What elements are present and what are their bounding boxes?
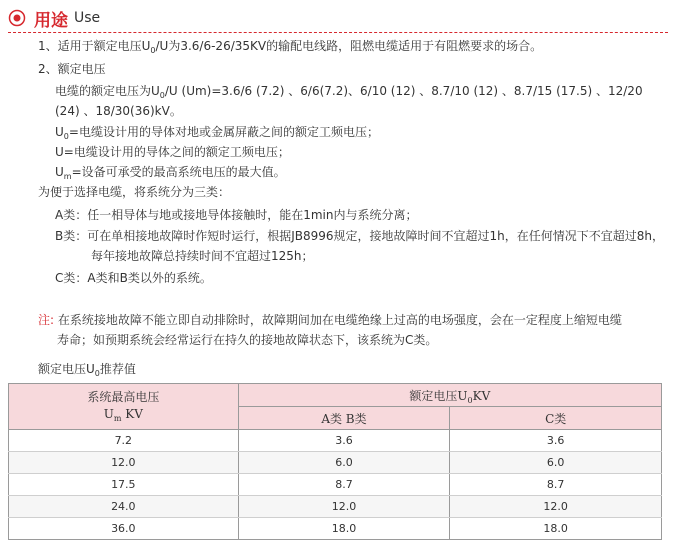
note-line-1: 注: 在系统接地故障不能立即自动排除时，故障期间加在电缆绝缘上过高的电场强度，会在一定程度上缩短电缆 xyxy=(38,313,622,327)
table-cell: 8.7 xyxy=(238,474,450,496)
table-cell: 8.7 xyxy=(450,474,662,496)
table-cell: 17.5 xyxy=(9,474,239,496)
line-rated-voltage-cont: (24) 、18/30(36)kV。 xyxy=(55,104,182,118)
table-cell: 6.0 xyxy=(238,452,450,474)
table-row xyxy=(9,430,662,452)
table-cell: 12.0 xyxy=(450,496,662,518)
line-class-a: A类：任一相导体与地或接地导体接触时，能在1min内与系统分离； xyxy=(55,208,418,222)
section-title: 用途 xyxy=(34,11,68,31)
table-cell: 18.0 xyxy=(450,518,662,540)
line-rated-voltage: 电缆的额定电压为$U_0/U$ (Um)=3.6/6 (7.2) 、6/6(7.2)、6/10 (12) 、8.7/10 (12) 、8.7/15 (17.5) 、12/20 xyxy=(55,84,643,100)
table-cell: 12.0 xyxy=(238,496,450,518)
table-row xyxy=(9,518,662,540)
table-row xyxy=(9,496,662,518)
header-rated-voltage: 额定电压$U_0KV$ xyxy=(238,384,661,407)
table-cell: 36.0 xyxy=(9,518,239,540)
header-max-system-voltage: 系统最高电压 $U_m$ KV xyxy=(9,384,239,430)
table-cell: 3.6 xyxy=(238,430,450,452)
line-u0-def: $U_0=$电缆设计用的导体对地或金属屏蔽之间的额定工频电压； xyxy=(55,125,379,141)
line-class-b-cont: 每年接地故障总持续时间不宜超过125h； xyxy=(91,249,314,263)
note-line-2: 寿命；如预期系统会经常运行在持久的接地故障状态下，该系统为C类。 xyxy=(57,333,438,347)
line-usage: 1、适用于额定电压$U_0/U$为3.6/6-26/35KV的输配电线路，阻燃电缆适用于有阻燃要求的场合。 xyxy=(38,39,543,55)
target-bullet-icon xyxy=(8,9,26,27)
line-class-c: C类：A类和B类以外的系统。 xyxy=(55,271,212,285)
line-u-def: U=电缆设计用的导体之间的额定工频电压； xyxy=(55,145,290,159)
line-class-b: B类：可在单相接地故障时作短时运行，根据JB8996规定，接地故障时间不宜超过1h，在任何情况下不宜超过8h， xyxy=(55,229,665,243)
table-cell: 3.6 xyxy=(450,430,662,452)
rated-voltage-table xyxy=(8,383,662,540)
table-row xyxy=(9,452,662,474)
header-class-ab: A类 B类 xyxy=(238,407,450,430)
table-cell: 18.0 xyxy=(238,518,450,540)
note-label: 注: xyxy=(38,313,55,327)
table-cell: 24.0 xyxy=(9,496,239,518)
section-subtitle: Use xyxy=(74,10,101,26)
header-class-c: C类 xyxy=(450,407,662,430)
table-cell: 12.0 xyxy=(9,452,239,474)
table-row xyxy=(9,474,662,496)
table-cell: 7.2 xyxy=(9,430,239,452)
header-divider xyxy=(8,32,668,33)
section-header xyxy=(8,6,668,32)
table-cell: 6.0 xyxy=(450,452,662,474)
table-caption: 额定电压$U_0$推荐值 xyxy=(38,362,136,378)
line-rated-voltage-heading: 2、额定电压 xyxy=(38,62,106,76)
line-system-class-intro: 为便于选择电缆，将系统分为三类： xyxy=(38,185,231,199)
line-um-def: $U_m=$设备可承受的最高系统电压的最大值。 xyxy=(55,165,286,181)
